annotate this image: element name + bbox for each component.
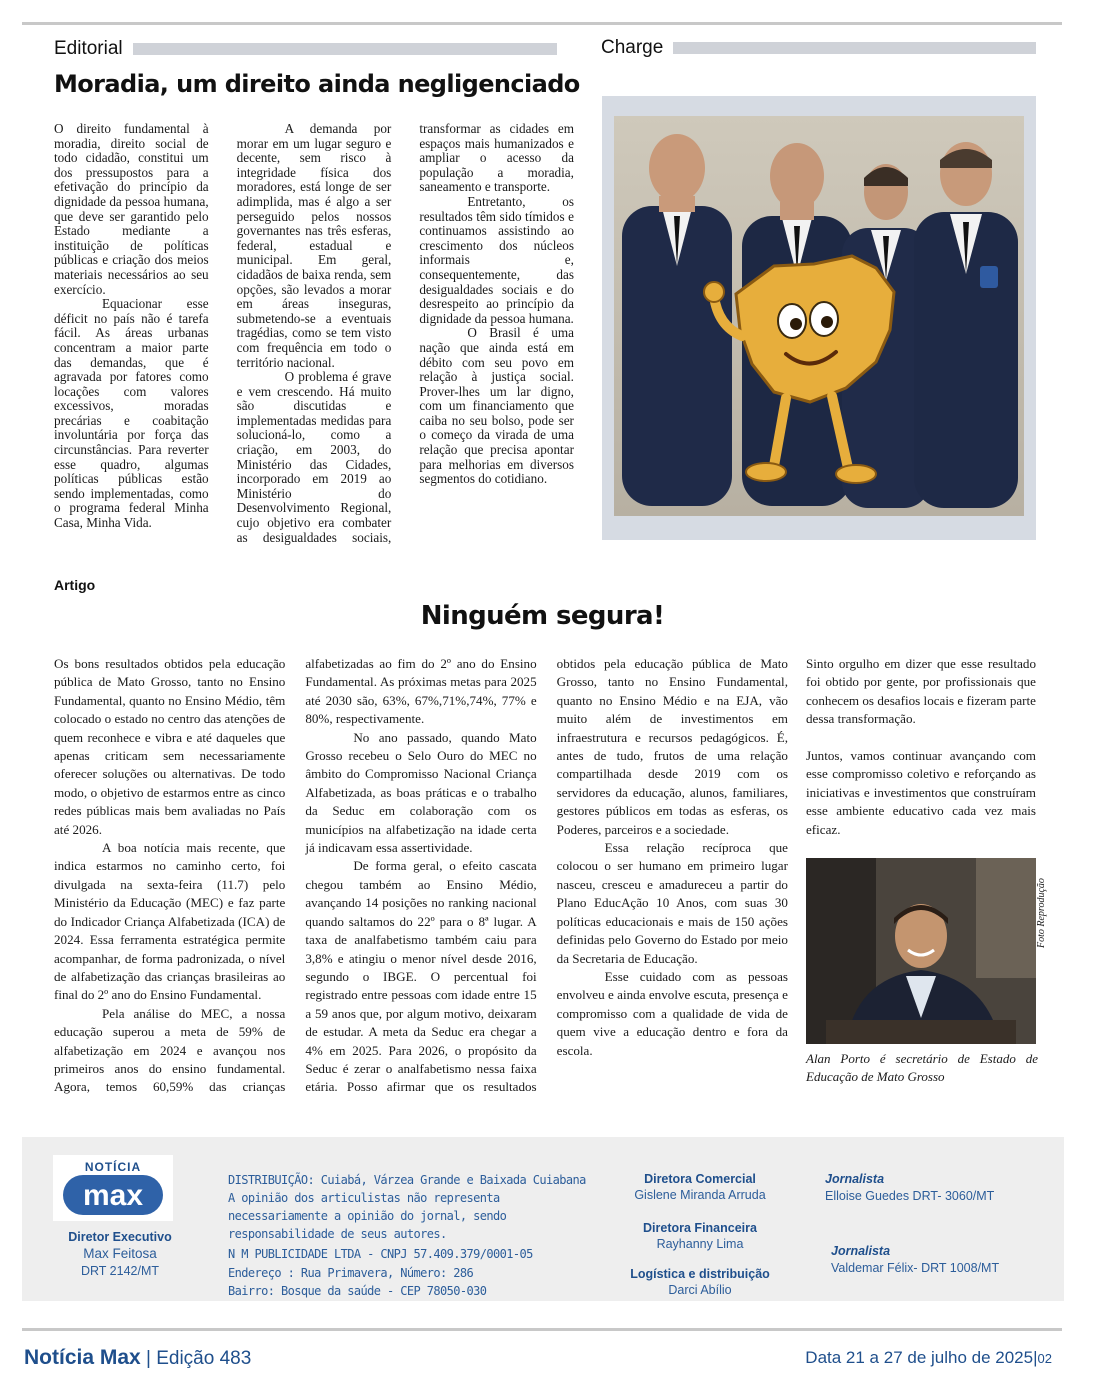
top-rule <box>22 22 1062 25</box>
staff-title: Diretora Comercial <box>644 1172 756 1186</box>
author-photo <box>806 858 1036 1044</box>
article-section-label: Artigo <box>54 577 96 593</box>
article-paragraph: Essa relação recíproca que colocou o ser humano em primeiro lugar nasceu, cresceu e amadureceu a partir do Plano EducAção 10 Anos, com suas 30 políticas educacionais e mais de 150 ações definidas pelo Governo do Estado por meio da Secretaria de Educação. <box>556 840 788 966</box>
editorial-header-bar <box>133 43 557 55</box>
publication-date: Data 21 a 27 de julho de 2025 <box>805 1348 1034 1367</box>
staff-commercial <box>610 1171 790 1203</box>
journalist-title: Jornalista <box>825 1172 885 1186</box>
page-separator: | <box>1033 1348 1038 1367</box>
disclaimer-text: A opinião dos articulistas não representa necessariamente a opinião do jornal, sendo responsabilidade de seus autores. <box>228 1191 507 1241</box>
staff-financial <box>610 1220 790 1252</box>
distribution-block <box>228 1171 588 1243</box>
article-paragraph: Os bons resultados obtidos pela educação pública de Mato Grosso, tanto no Ensino Fundamental, quanto no Ensino Médio, têm colocado o estado no centro das atenções de quem reconhece e vibra e até daqueles que apenas criticam sem necessariamente oferecer soluções ou alternativas. De todo modo, o objetivo de estarmos entre as cinco redes públicas mais bem avaliadas no País até 2026. <box>54 656 286 837</box>
cartoon-illustration <box>614 116 1024 516</box>
article-paragraph: Esse cuidado com as pessoas envolveu e ainda envolve escuta, presença e compromisso com a qualidade de vida de quem vive a educação dentro e fora da escola. <box>556 968 788 1058</box>
publication-info <box>24 1346 251 1370</box>
article-paragraph: A boa notícia mais recente, que indica estarmos no caminho certo, foi divulgada na sexta-feira (11.7) pelo Ministério da Educação (MEC) e faz parte do Indicador Criança Alfabetizada (ICA) de 2024. Essa ferramenta estratégica permite acompanhar, de forma padronizada, o nível de alfabetização das crianças brasileiras ao final do 2º ano do Ensino Fundamental. <box>54 840 286 1003</box>
journalist-name: Elloise Guedes DRT- 3060/MT <box>825 1189 995 1203</box>
editorial-title: Moradia, um direito ainda negligenciado <box>54 70 580 98</box>
editorial-paragraph: Equacionar esse déficit no país não é tarefa fácil. As áreas urbanas concentram a maior parte das demandas, que é agravada por fatores como locações com valores excessivos, moradas precárias e coabitação involuntária por força das circunstâncias. Para reverter esse quadro, algumas políticas públicas estão sendo implementadas, como o programa federal Minha Casa, Minha Vida. <box>54 296 209 531</box>
company-block <box>228 1245 588 1301</box>
publication-separator: | <box>145 1348 151 1369</box>
logo-top-text: NOTÍCIA <box>84 1160 142 1174</box>
editorial-paragraph: O problema é grave e vem crescendo. Há muito são discutidas e implementadas medidas para solucioná-lo, como a criação, em 2003, do Ministério das Cidades, incorporado em 2019 ao Ministério do Desenvolvimento Regional, cujo objetivo era combater as desigualdades sociais, transformar as cidades em espaços mais humanizados e ampliar o acesso da população a moradia, saneamento e transporte. <box>236 121 574 545</box>
editorial-paragraph: O Brasil é uma nação que ainda está em débito com seu povo em relação à justiça social. Prover-lhes um lar digno, com um financiamento que caiba no seu bolso, pode ser o começo da virada de uma relação que precisa apontar para melhorias em diversos segmentos do cotidiano. <box>419 325 574 487</box>
director-drt: DRT 2142/MT <box>80 1264 160 1278</box>
article-title: Ninguém segura! <box>420 601 665 631</box>
article-body <box>54 655 788 1100</box>
staff-name: Rayhanny Lima <box>656 1237 744 1251</box>
journalist-name: Valdemar Félix- DRT 1008/MT <box>831 1261 1000 1275</box>
article-closing <box>806 655 1036 857</box>
charge-section-header <box>601 37 1036 59</box>
journalist-title: Jornalista <box>831 1244 891 1258</box>
journalist-2 <box>831 1243 999 1277</box>
journalist-1 <box>825 1171 994 1205</box>
staff-title: Diretora Financeira <box>643 1221 757 1235</box>
charge-cartoon-frame <box>602 96 1036 540</box>
charge-header-bar <box>673 42 1036 54</box>
photo-caption: Alan Porto é secretário de Estado de Educação de Mato Grosso <box>806 1051 1038 1084</box>
company-address: Endereço : Rua Primavera, Número: 286 <box>228 1265 474 1280</box>
article-paragraph: Pela análise do MEC, a nossa educação superou a meta de 59% de alfabetização em 2024 e avançou nos primeiros anos do ensino fundamental. Agora, temos 60,59% das crianças alfabetizadas ao fim do 2º ano do Ensino Fundamental. As próximas metas para 2025 até 2030 são, 63%, 67%,71%,74%, 77% e 80%, respectivamente. <box>54 656 537 1095</box>
bottom-rule <box>22 1328 1062 1331</box>
distribution-text: DISTRIBUIÇÃO: Cuiabá, Várzea Grande e Baixada Cuiabana <box>228 1173 586 1187</box>
editorial-body <box>54 122 574 552</box>
publication-bar <box>24 1346 1052 1374</box>
article-paragraph: Juntos, vamos continuar avançando com esse compromisso coletivo e reforçando as iniciativas e investimentos que construíram esse ambiente educativo cada vez mais eficaz. <box>806 748 1036 837</box>
director-title: Diretor Executivo <box>68 1230 172 1244</box>
publication-brand: Notícia Max <box>24 1346 141 1369</box>
photo-credit: Foto Reprodução <box>1036 878 1047 948</box>
article-paragraph: No ano passado, quando Mato Grosso recebeu o Selo Ouro do MEC no âmbito do Compromisso Nacional Criança Alfabetizada, as boas práticas e o trabalho da Seduc em colaboração com os municípios na alfabetização na idade certa já indicavam essa assertividade. <box>305 729 537 856</box>
publication-edition: Edição 483 <box>156 1348 252 1369</box>
charge-cartoon <box>614 116 1024 516</box>
logo-graphic <box>53 1155 173 1221</box>
masthead-box <box>22 1137 1064 1301</box>
noticia-max-logo <box>53 1155 173 1221</box>
logo-bottom-text: max <box>82 1179 144 1212</box>
editorial-paragraph: A demanda por morar em um lugar seguro e decente, sem risco à integridade física dos moradores, está longe de ser adimplida, mas é algo a ser perseguido pelos nossos governantes nas três esferas, federal, estadual e municipal. Em geral, cidadãos de baixa renda, sem opções, são levados a morar em áreas inseguras, submetendo-se a eventuais tragédias, como se tem visto com frequência em todo o território nacional. <box>236 121 392 370</box>
editorial-paragraph: Entretanto, os resultados têm sido tímidos e continuamos assistindo ao crescimento dos núcleos informais e, consequentemente, das desigualdades sociais e do desrespeito ao princípio da dignidade da pessoa humana. <box>419 193 574 326</box>
charge-label: Charge <box>601 37 664 58</box>
staff-logistics <box>610 1266 790 1298</box>
editorial-paragraph: O direito fundamental à moradia, direito social de todo cidadão, constitui um dos pressupostos para a efetivação do princípio da dignidade da pessoa humana, que deve ser garantido pelo Estado mediante a instituição de políticas públicas e criação dos meios materiais necessários ao seu exercício. <box>54 121 209 297</box>
publication-date-info <box>805 1348 1052 1368</box>
company-name: N M PUBLICIDADE LTDA - CNPJ 57.409.379/0001-05 <box>228 1247 533 1261</box>
director-block <box>40 1229 200 1280</box>
author-portrait <box>806 858 1036 1044</box>
staff-title: Logística e distribuição <box>630 1267 770 1281</box>
staff-name: Darci Abílio <box>668 1283 732 1297</box>
editorial-section-header <box>54 38 557 60</box>
director-name: Max Feitosa <box>83 1246 157 1261</box>
article-paragraph: Sinto orgulho em dizer que esse resultado foi obtido por gente, por profissionais que conhecem os desafios locais e fizeram parte dessa transformação. <box>806 656 1036 727</box>
editorial-label: Editorial <box>54 38 123 59</box>
page-number: 02 <box>1037 1351 1052 1366</box>
company-district: Bairro: Bosque da saúde - CEP 78050-030 <box>228 1284 487 1298</box>
article-paragraph: De forma geral, o efeito cascata chegou também ao Ensino Médio, avançando 14 posições no ranking nacional quando saltamos do 22º para o 8ª lugar. A taxa de analfabetismo também caiu para 3,8% e atingiu o menor nível desde 2016, segundo o IBGE. O percentual foi registrado entre pessoas com idade entre 15 a 59 anos que, por algum motivo, deixaram de estudar. A meta da Seduc era chegar a 4% em 2025. Para 2026, o propósito da Seduc é zerar o analfabetismo nessa faixa etária. Posso afirmar que os resultados obtidos pela educação pública de Mato Grosso, tanto no Ensino Fundamental, quanto no Ensino Médio e na EJA, vão muito além de investimentos em infraestrutura e recursos pedagógicos. É, antes de tudo, frutos de uma relação compartilhada desde 2019 com os servidores da educação, alunos, familiares, gestores públicos em todas as esferas, os Poderes, parceiros e a sociedade. <box>305 656 788 1095</box>
staff-name: Gislene Miranda Arruda <box>634 1188 766 1202</box>
